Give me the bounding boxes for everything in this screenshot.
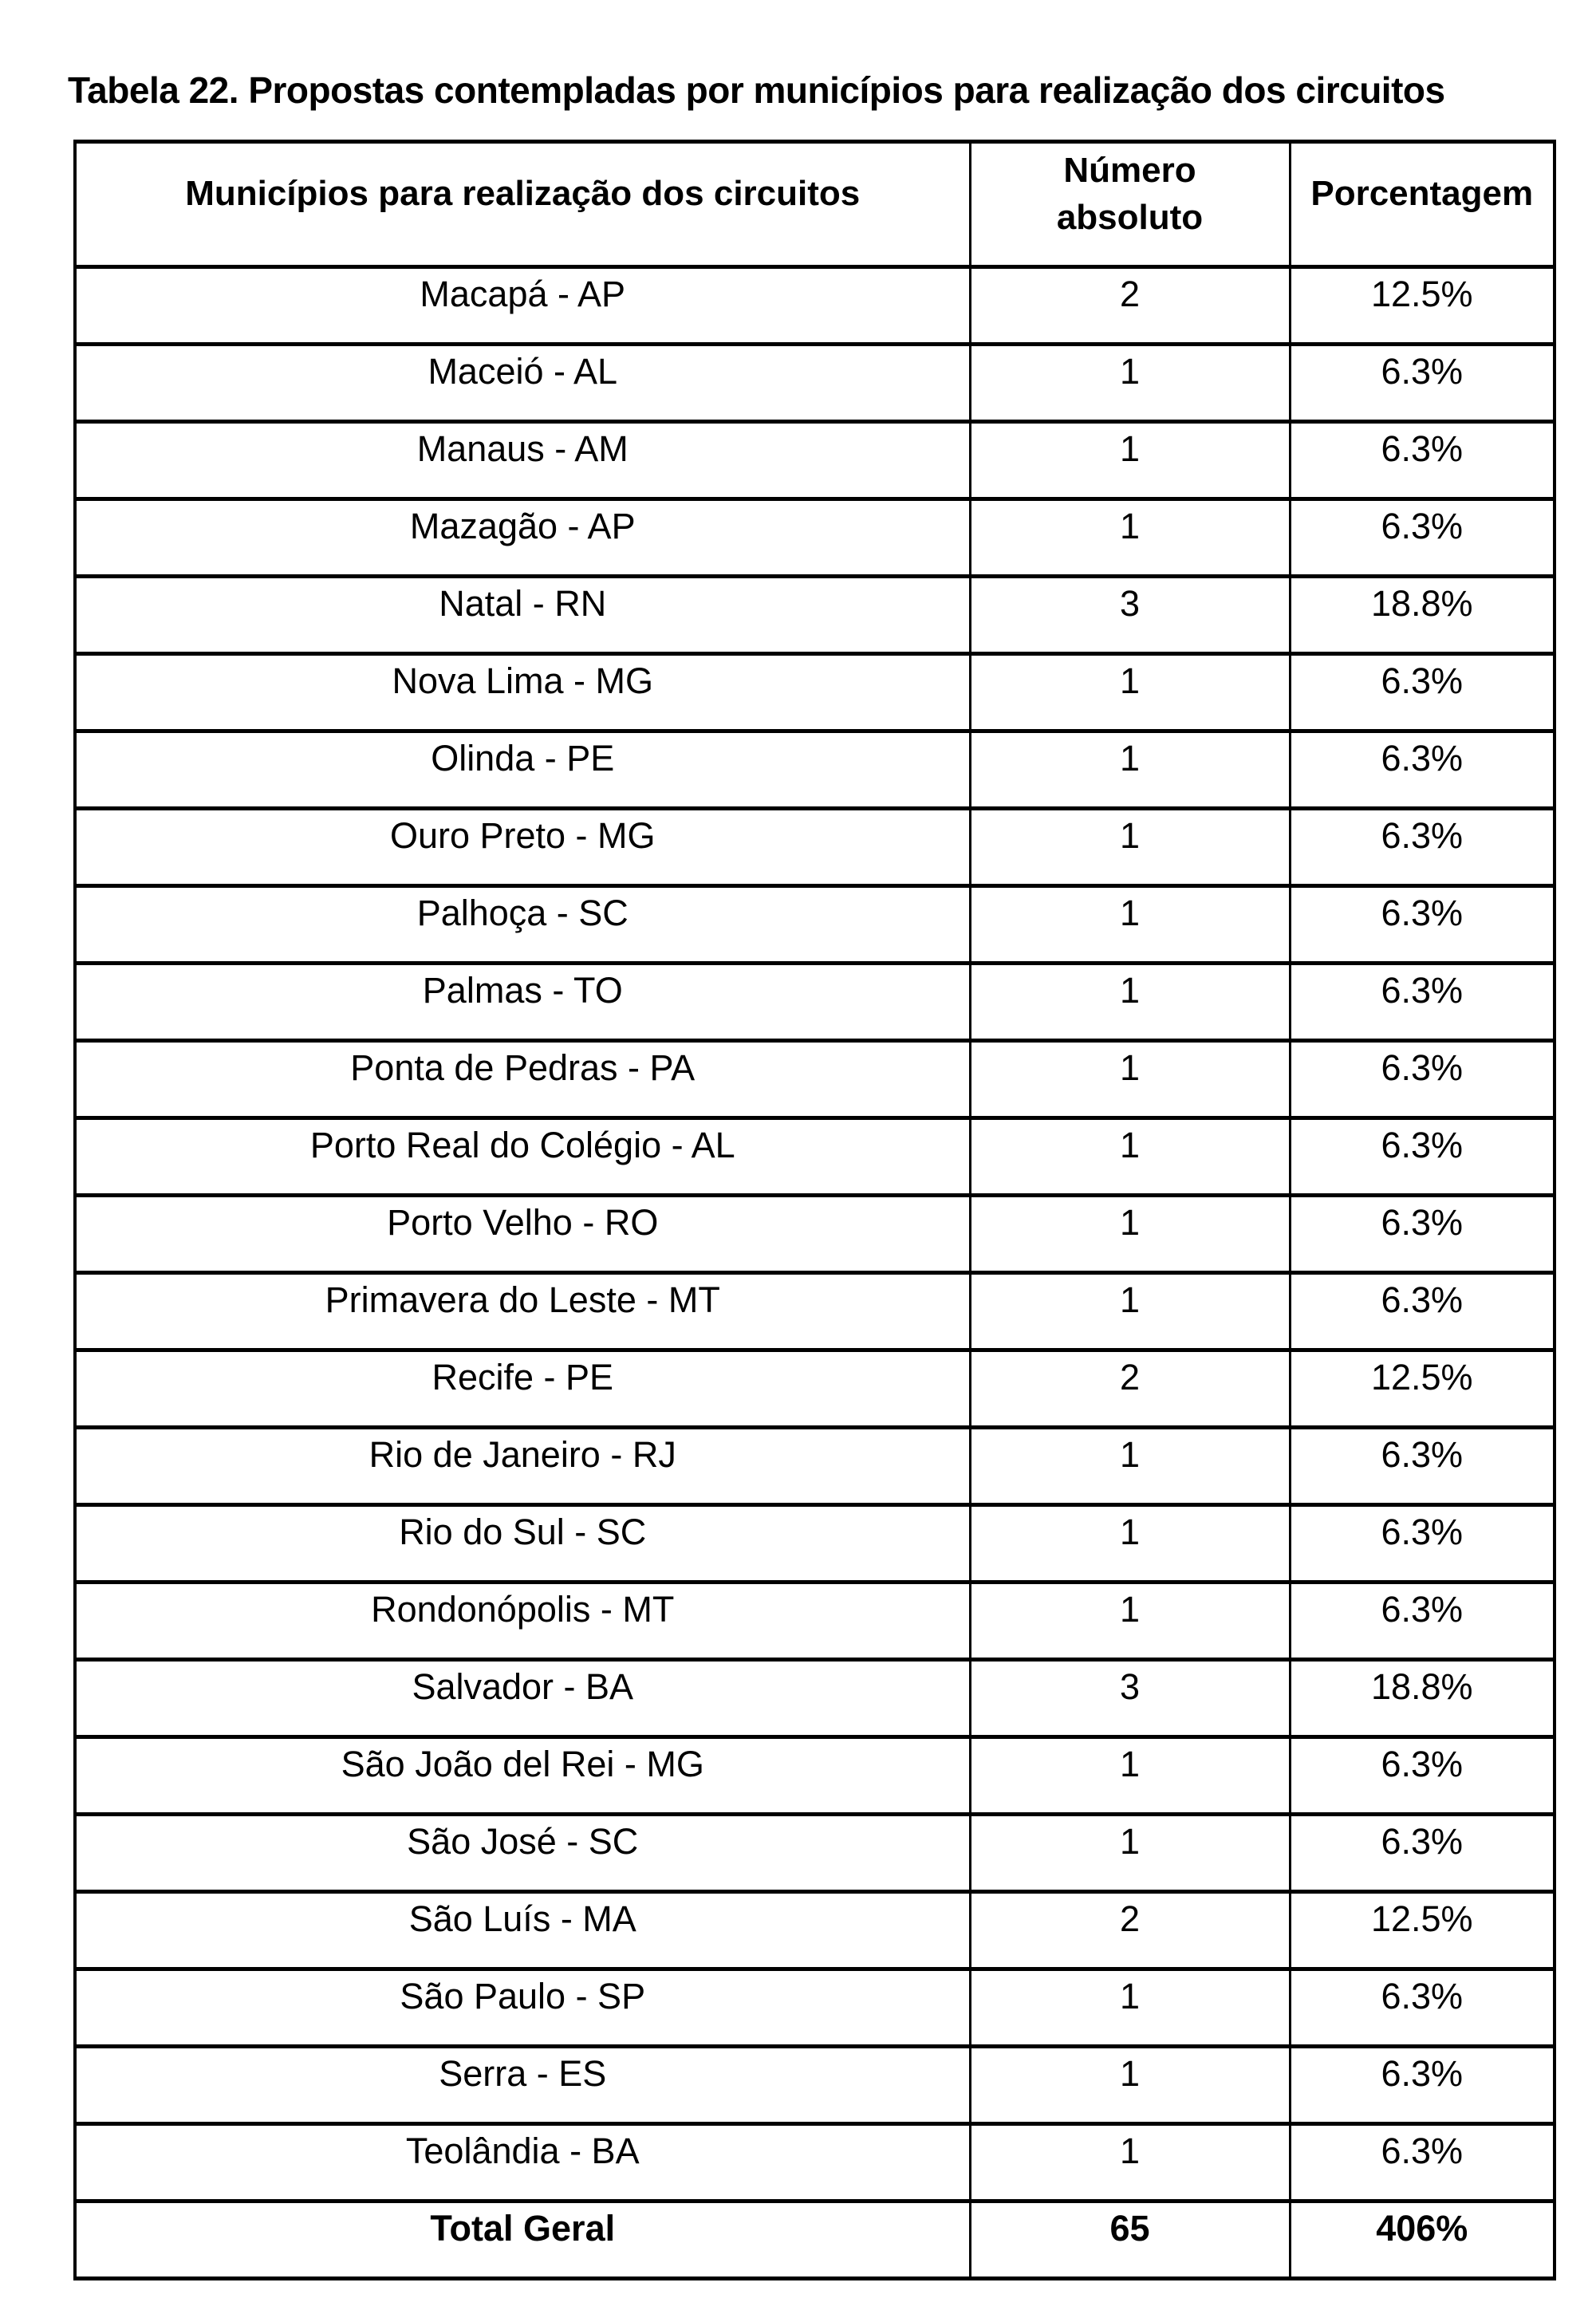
table-row xyxy=(75,886,1555,964)
cell-municipality: Rio de Janeiro - RJ xyxy=(75,1428,970,1505)
table-row xyxy=(75,1505,1555,1583)
cell-absolute-number: 1 xyxy=(970,1505,1290,1583)
table-row xyxy=(75,1196,1555,1273)
cell-percentage: 6.3% xyxy=(1290,1041,1555,1118)
cell-percentage: 18.8% xyxy=(1290,577,1555,654)
total-row xyxy=(75,2202,1555,2279)
cell-percentage: 6.3% xyxy=(1290,345,1555,422)
cell-absolute-number: 2 xyxy=(970,1350,1290,1428)
cell-absolute-number: 1 xyxy=(970,345,1290,422)
cell-percentage: 6.3% xyxy=(1290,422,1555,499)
cell-absolute-number: 1 xyxy=(970,1583,1290,1660)
total-number: 65 xyxy=(970,2202,1290,2279)
cell-percentage: 6.3% xyxy=(1290,1969,1555,2047)
cell-municipality: Porto Velho - RO xyxy=(75,1196,970,1273)
table-row xyxy=(75,1660,1555,1737)
cell-percentage: 12.5% xyxy=(1290,1892,1555,1969)
cell-municipality: Ouro Preto - MG xyxy=(75,809,970,886)
cell-municipality: Ponta de Pedras - PA xyxy=(75,1041,970,1118)
cell-absolute-number: 1 xyxy=(970,422,1290,499)
table-row xyxy=(75,1815,1555,1892)
cell-municipality: Serra - ES xyxy=(75,2047,970,2124)
cell-municipality: Olinda - PE xyxy=(75,731,970,809)
table-row xyxy=(75,1969,1555,2047)
cell-absolute-number: 1 xyxy=(970,499,1290,577)
cell-absolute-number: 2 xyxy=(970,267,1290,345)
cell-absolute-number: 1 xyxy=(970,1041,1290,1118)
cell-absolute-number: 1 xyxy=(970,1815,1290,1892)
table-row xyxy=(75,1041,1555,1118)
cell-percentage: 6.3% xyxy=(1290,1583,1555,1660)
cell-absolute-number: 1 xyxy=(970,964,1290,1041)
cell-absolute-number: 1 xyxy=(970,1273,1290,1350)
cell-municipality: Macapá - AP xyxy=(75,267,970,345)
header-label-municipios: Municípios para realização dos circuitos xyxy=(185,174,861,214)
cell-municipality: Manaus - AM xyxy=(75,422,970,499)
cell-percentage: 6.3% xyxy=(1290,2047,1555,2124)
table-body xyxy=(75,267,1555,2202)
cell-percentage: 6.3% xyxy=(1290,1505,1555,1583)
table-caption: Tabela 22. Propostas contempladas por municípios para realização dos circuitos xyxy=(68,69,1445,111)
cell-municipality: São José - SC xyxy=(75,1815,970,1892)
table-row xyxy=(75,577,1555,654)
cell-municipality: Salvador - BA xyxy=(75,1660,970,1737)
table-row xyxy=(75,809,1555,886)
cell-absolute-number: 1 xyxy=(970,1196,1290,1273)
table-header xyxy=(75,142,1555,267)
cell-percentage: 6.3% xyxy=(1290,1273,1555,1350)
total-label: Total Geral xyxy=(75,2202,970,2279)
cell-municipality: Porto Real do Colégio - AL xyxy=(75,1118,970,1196)
cell-absolute-number: 1 xyxy=(970,2047,1290,2124)
cell-percentage: 6.3% xyxy=(1290,886,1555,964)
data-table xyxy=(73,140,1556,2280)
cell-municipality: Natal - RN xyxy=(75,577,970,654)
cell-percentage: 6.3% xyxy=(1290,964,1555,1041)
table-row xyxy=(75,1428,1555,1505)
cell-percentage: 6.3% xyxy=(1290,499,1555,577)
cell-municipality: São Paulo - SP xyxy=(75,1969,970,2047)
table-row xyxy=(75,2124,1555,2202)
cell-municipality: Nova Lima - MG xyxy=(75,654,970,731)
cell-percentage: 6.3% xyxy=(1290,1428,1555,1505)
cell-absolute-number: 2 xyxy=(970,1892,1290,1969)
cell-absolute-number: 1 xyxy=(970,809,1290,886)
cell-percentage: 6.3% xyxy=(1290,809,1555,886)
table-row xyxy=(75,345,1555,422)
cell-absolute-number: 1 xyxy=(970,1969,1290,2047)
cell-absolute-number: 1 xyxy=(970,1737,1290,1815)
cell-municipality: Rio do Sul - SC xyxy=(75,1505,970,1583)
cell-percentage: 12.5% xyxy=(1290,267,1555,345)
cell-percentage: 6.3% xyxy=(1290,1815,1555,1892)
cell-percentage: 6.3% xyxy=(1290,1118,1555,1196)
table-header-row xyxy=(75,142,1555,267)
cell-absolute-number: 3 xyxy=(970,1660,1290,1737)
header-label-porcentagem: Porcentagem xyxy=(1310,174,1534,214)
header-cell-municipios xyxy=(75,142,970,267)
cell-absolute-number: 1 xyxy=(970,1428,1290,1505)
table-footer xyxy=(75,2202,1555,2279)
table-row xyxy=(75,267,1555,345)
cell-municipality: Maceió - AL xyxy=(75,345,970,422)
total-percentage: 406% xyxy=(1290,2202,1555,2279)
cell-percentage: 18.8% xyxy=(1290,1660,1555,1737)
cell-absolute-number: 1 xyxy=(970,654,1290,731)
cell-municipality: Palmas - TO xyxy=(75,964,970,1041)
header-cell-porcentagem xyxy=(1290,142,1555,267)
cell-municipality: Primavera do Leste - MT xyxy=(75,1273,970,1350)
cell-percentage: 6.3% xyxy=(1290,2124,1555,2202)
cell-municipality: São Luís - MA xyxy=(75,1892,970,1969)
table-row xyxy=(75,1737,1555,1815)
table-row xyxy=(75,1892,1555,1969)
table-row xyxy=(75,1273,1555,1350)
header-label-numero-absoluto: Número absoluto xyxy=(1056,150,1204,237)
cell-percentage: 6.3% xyxy=(1290,654,1555,731)
header-cell-numero-absoluto xyxy=(970,142,1290,267)
cell-absolute-number: 3 xyxy=(970,577,1290,654)
cell-absolute-number: 1 xyxy=(970,1118,1290,1196)
cell-percentage: 6.3% xyxy=(1290,1737,1555,1815)
table-row xyxy=(75,731,1555,809)
cell-municipality: Teolândia - BA xyxy=(75,2124,970,2202)
table-row xyxy=(75,499,1555,577)
table-row xyxy=(75,964,1555,1041)
table-row xyxy=(75,1583,1555,1660)
table-row xyxy=(75,654,1555,731)
table-row xyxy=(75,1118,1555,1196)
cell-percentage: 12.5% xyxy=(1290,1350,1555,1428)
cell-absolute-number: 1 xyxy=(970,2124,1290,2202)
table-row xyxy=(75,1350,1555,1428)
table-row xyxy=(75,422,1555,499)
cell-municipality: Palhoça - SC xyxy=(75,886,970,964)
cell-absolute-number: 1 xyxy=(970,731,1290,809)
cell-municipality: Rondonópolis - MT xyxy=(75,1583,970,1660)
cell-percentage: 6.3% xyxy=(1290,1196,1555,1273)
cell-percentage: 6.3% xyxy=(1290,731,1555,809)
cell-absolute-number: 1 xyxy=(970,886,1290,964)
cell-municipality: Mazagão - AP xyxy=(75,499,970,577)
cell-municipality: São João del Rei - MG xyxy=(75,1737,970,1815)
table-row xyxy=(75,2047,1555,2124)
cell-municipality: Recife - PE xyxy=(75,1350,970,1428)
